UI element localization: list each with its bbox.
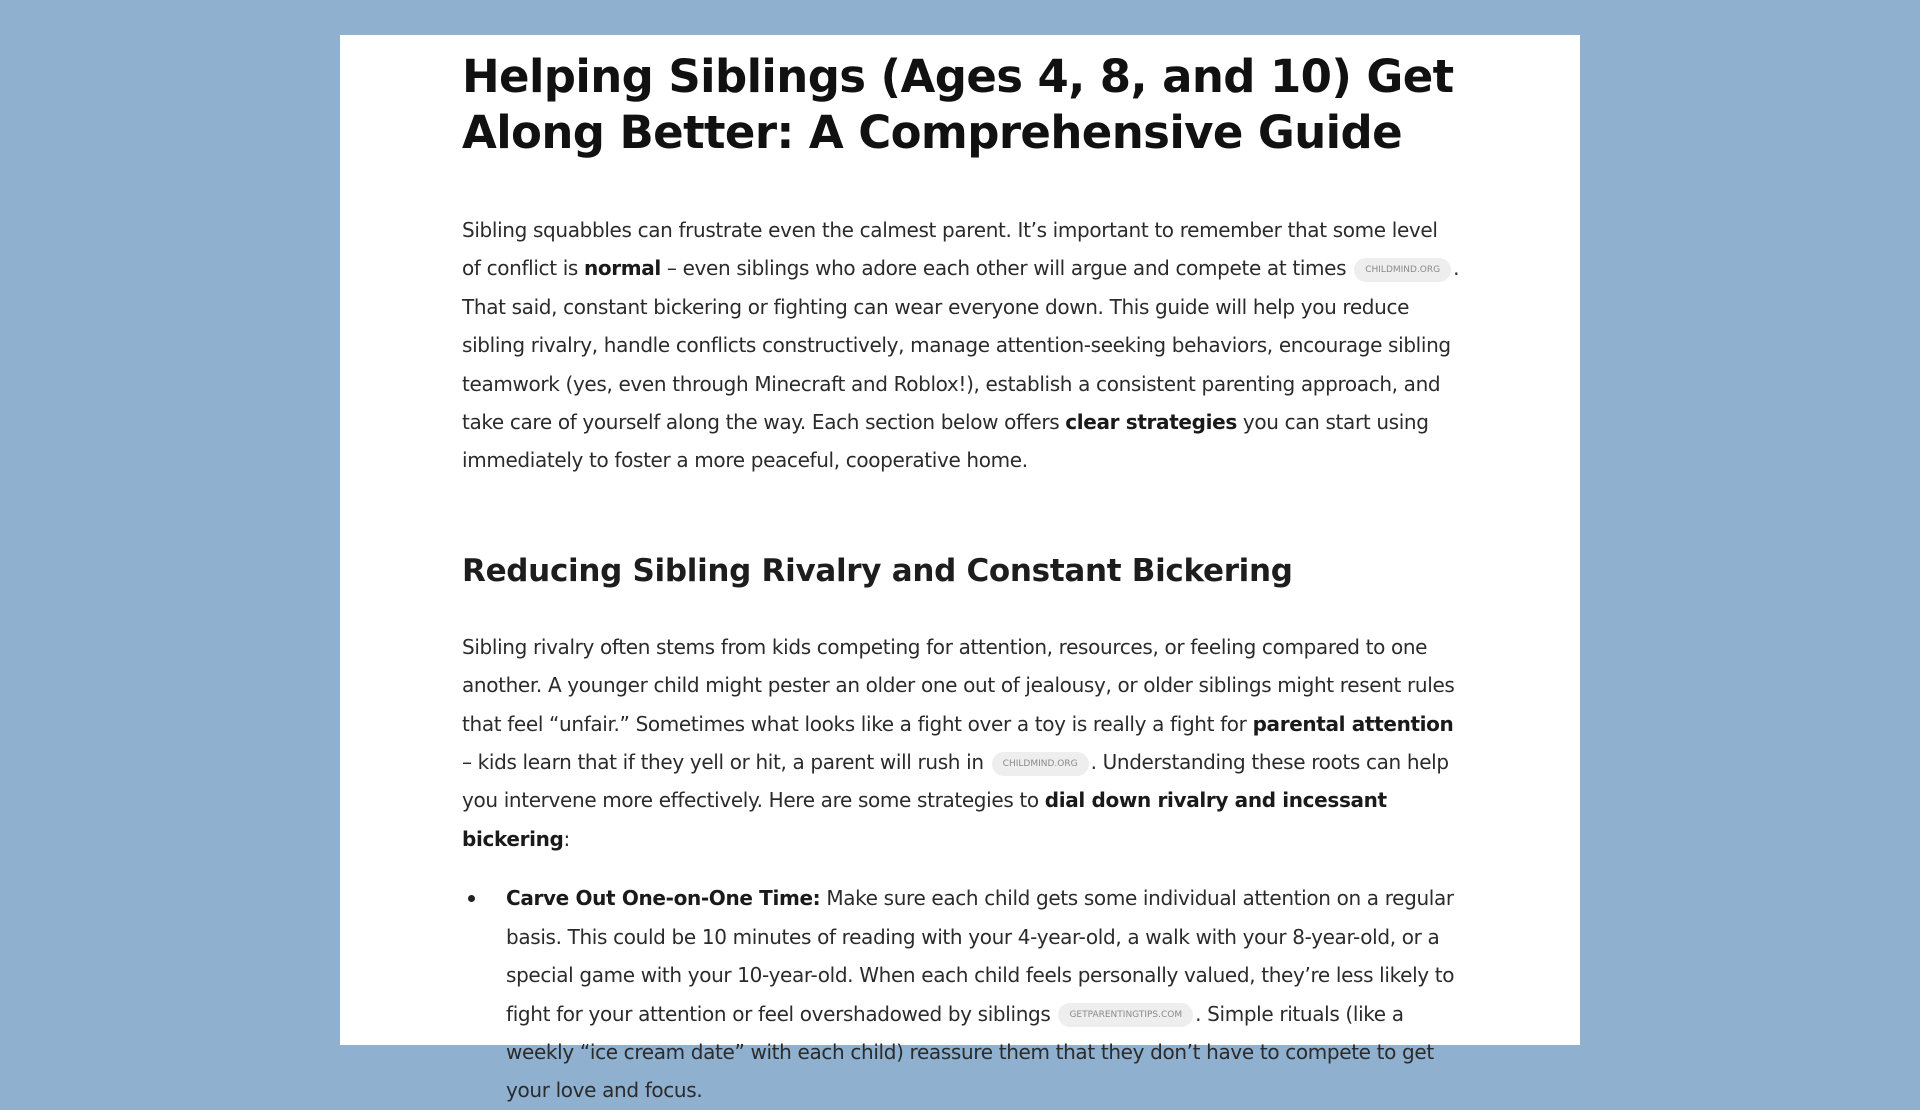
list-item-bold-label: Carve Out One-on-One Time:	[506, 886, 821, 911]
rivalry-bold-parental-attention: parental attention	[1252, 711, 1454, 736]
list-item	[462, 879, 1462, 1109]
rivalry-text-3: . Understanding these roots can help you intervene more effectively. Here are some strategies to	[462, 750, 1449, 813]
list-item-text-1: Make sure each child gets some individual attention on a regular basis. This could be 10 minutes of reading with your 4-year-old, a walk with your 8-year-old, or a special game with your 10-year-old. When each child feels personally valued, they’re less likely to fight for your attention or feel overshadowed by siblings	[506, 886, 1455, 1026]
intro-text-4: you can start using immediately to foster a more peaceful, cooperative home.	[462, 410, 1429, 473]
bullet-dot	[468, 895, 475, 902]
intro-text-1: Sibling squabbles can frustrate even the calmest parent. It’s important to remember that some level of conflict is	[462, 218, 1438, 281]
citation-chip-childmind[interactable]: CHILDMIND.ORG	[1354, 258, 1451, 282]
intro-paragraph	[462, 211, 1462, 480]
intro-bold-clear-strategies: clear strategies	[1065, 410, 1237, 435]
intro-text-2: – even siblings who adore each other will argue and compete at times	[660, 256, 1347, 281]
citation-chip-childmind-2[interactable]: CHILDMIND.ORG	[992, 752, 1089, 776]
document-page	[340, 35, 1580, 1103]
rivalry-text-4: :	[563, 826, 570, 851]
section-heading-rivalry: Reducing Sibling Rivalry and Constant Bickering	[462, 552, 1293, 589]
list-item-text-2: . Simple rituals (like a weekly “ice cream date” with each child) reassure them that they don’t have to compete to get your love and focus.	[506, 1001, 1434, 1103]
page-title: Helping Siblings (Ages 4, 8, and 10) Get Along Better: A Comprehensive Guide	[462, 50, 1454, 159]
strategy-list	[462, 879, 1462, 1109]
citation-chip-getparentingtips[interactable]: GETPARENTINGTIPS.COM	[1058, 1003, 1193, 1027]
rivalry-paragraph	[462, 628, 1462, 858]
rivalry-text-2: – kids learn that if they yell or hit, a parent will rush in	[462, 750, 984, 775]
rivalry-bold-dial-down: dial down rivalry and incessant bickering	[462, 788, 1387, 851]
article-body	[462, 49, 1462, 1110]
intro-bold-normal: normal	[583, 256, 661, 281]
intro-text-3: . That said, constant bickering or fighting can wear everyone down. This guide will help you reduce sibling rivalry, handle conflicts constructively, manage attention-seeking behaviors, encourage sibling teamwork (yes, even through Minecraft and Roblox!), establish a consistent parenting approach, and take care of yourself along the way. Each section below offers	[462, 256, 1460, 435]
rivalry-text-1: Sibling rivalry often stems from kids competing for attention, resources, or feeling compared to one another. A younger child might pester an older one out of jealousy, or older siblings might resent rules that feel “unfair.” Sometimes what looks like a fight over a toy is really a fight for	[462, 634, 1455, 736]
